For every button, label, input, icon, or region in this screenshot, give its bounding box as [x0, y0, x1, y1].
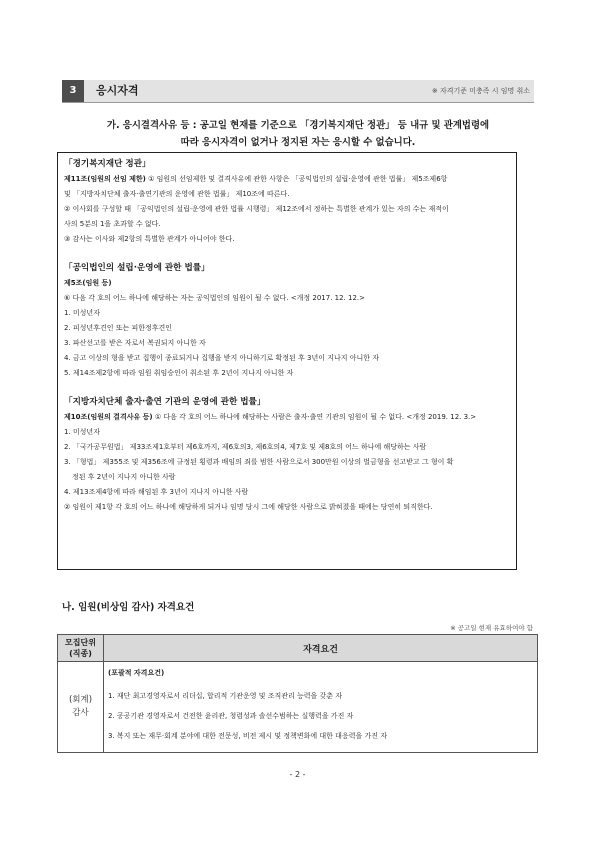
- law-line: 4. 제13조제4항에 따라 해임된 후 3년이 지나지 아니한 사람: [64, 488, 249, 496]
- law-line: ③ 감사는 이사와 제2항의 특별한 관계가 아니어야 한다.: [64, 235, 235, 243]
- law-line: 2. 「국가공무원법」 제33조제1호부터 제6호까지, 제6호의3, 제6호의4, 제7호 및 제8호의 어느 하나에 해당하는 사람: [64, 443, 427, 451]
- article-heading: 제11조(임원의 선임 제한): [64, 175, 146, 183]
- page-number: - 2 -: [289, 770, 306, 779]
- law-line: 1. 미성년자: [64, 428, 100, 436]
- column-header-requirements: 자격요건: [104, 635, 538, 662]
- recruitment-unit-cell: [58, 662, 104, 753]
- law-line: ② 이사회를 구성할 때 「공익법인의 설립·운영에 관한 법률 시행령」 제12조에서 정하는 특별한 관계가 있는 자의 수는 재적이: [64, 205, 449, 213]
- law-line: 3. 「형법」 제355조 및 제356조에 규정된 횡령과 배임의 죄를 범한 사람으로서 300만원 이상의 벌금형을 선고받고 그 형이 확: [64, 458, 454, 466]
- article-heading: 제10조(임원의 결격사유 등): [64, 413, 153, 421]
- disqualification-heading-line-1: 가. 응시결격사유 등 : 공고일 현재를 기준으로 「경기복지재단 정관」 등 내규 및 관계법령에: [106, 120, 490, 131]
- disqualification-heading-line-2: 따라 응시자격이 없거나 정지된 자는 응시할 수 없습니다.: [180, 137, 416, 148]
- requirement-item: 3. 복지 또는 재무·회계 분야에 대한 전문성, 비전 제시 및 정책변화에 대한 대응력을 가진 자: [108, 732, 387, 740]
- law-line: 사의 5분의 1을 초과할 수 없다.: [64, 220, 161, 228]
- unit-line-2: 감사: [72, 708, 89, 718]
- disqualification-heading: [62, 117, 534, 151]
- table-header-row: [58, 635, 538, 662]
- law-article: [64, 410, 510, 425]
- article-text: ① 임원의 선임제한 및 결격사유에 관한 사항은 「공익법인의 설립·운영에 관한 법률」 제5조제6항: [145, 175, 448, 183]
- requirements-cell: [104, 662, 538, 753]
- section-note: ※ 자격기준 미충족 시 임명 취소: [431, 87, 530, 95]
- table-note: ※ 공고일 현재 유효하여야 함: [450, 624, 533, 632]
- requirement-item: 2. 공공기관 경영자로서 건전한 윤리관, 청렴성과 솔선수범하는 실행력을 가진 자: [108, 712, 354, 720]
- law-line: 정된 후 2년이 지나지 아니한 사람: [72, 473, 176, 481]
- column-header-unit-line-2: (직종): [69, 649, 92, 658]
- law-article: [64, 276, 510, 291]
- law-line: 3. 파산선고를 받은 자로서 복권되지 아니한 자: [64, 339, 206, 347]
- article-text: ① 다음 각 호의 어느 하나에 해당하는 사람은 출자·출연 기관의 임원이 될 수 없다. <개정 2019. 12. 3.>: [152, 413, 477, 421]
- law-title: 「지방자치단체 출자·출연 기관의 운영에 관한 법률」: [64, 397, 266, 407]
- law-line: 4. 금고 이상의 형을 받고 집행이 종료되거나 집행을 받지 아니하기로 확정된 후 3년이 지나지 아니한 자: [64, 354, 379, 362]
- section-header: [62, 80, 534, 103]
- law-line: 5. 제14조제2항에 따라 임원 취임승인이 취소된 후 2년이 지나지 아니한 자: [64, 369, 294, 377]
- law-line: 2. 피성년후견인 또는 피한정후견인: [64, 324, 173, 332]
- law-title: 「경기복지재단 정관」: [64, 159, 151, 169]
- law-line: ⑥ 다음 각 호의 어느 하나에 해당하는 자는 공익법인의 임원이 될 수 없다. <개정 2017. 12. 12.>: [64, 294, 365, 302]
- law-block-local-government-act: [64, 395, 510, 515]
- article-heading: 제5조(임원 등): [64, 279, 112, 287]
- requirements-header: (포괄적 자격요건): [108, 669, 165, 677]
- law-line: 1. 미성년자: [64, 309, 100, 317]
- law-title: 「공익법인의 설립·운영에 관한 법률」: [64, 263, 210, 273]
- requirement-item: 1. 재단 최고경영자로서 리더십, 합리적 기관운영 및 조직관리 능력을 갖춘 자: [108, 692, 343, 700]
- section-title: 응시자격: [96, 84, 139, 97]
- unit-line-1: (회계): [68, 695, 93, 705]
- section-number: 3: [62, 80, 84, 102]
- qualification-table: [57, 634, 538, 753]
- law-excerpt-box: [57, 152, 517, 570]
- law-article: [64, 172, 510, 187]
- spacer: [64, 247, 510, 261]
- column-header-unit-line-1: 모집단위: [65, 638, 96, 647]
- officer-qualification-heading: 나. 임원(비상임 감사) 자격요건: [62, 602, 195, 613]
- table-row: [58, 662, 538, 753]
- column-header-unit: [58, 635, 104, 662]
- law-block-public-interest-act: [64, 261, 510, 381]
- law-line: ② 임원이 제1항 각 호의 어느 하나에 해당하게 되거나 임명 당시 그에 해당한 사람으로 밝혀졌을 때에는 당연히 퇴직한다.: [64, 503, 433, 511]
- law-block-foundation-articles: [64, 157, 510, 247]
- law-line: 및 「지방자치단체 출자·출연기관의 운영에 관한 법률」 제10조에 따른다.: [64, 190, 290, 198]
- spacer: [64, 381, 510, 395]
